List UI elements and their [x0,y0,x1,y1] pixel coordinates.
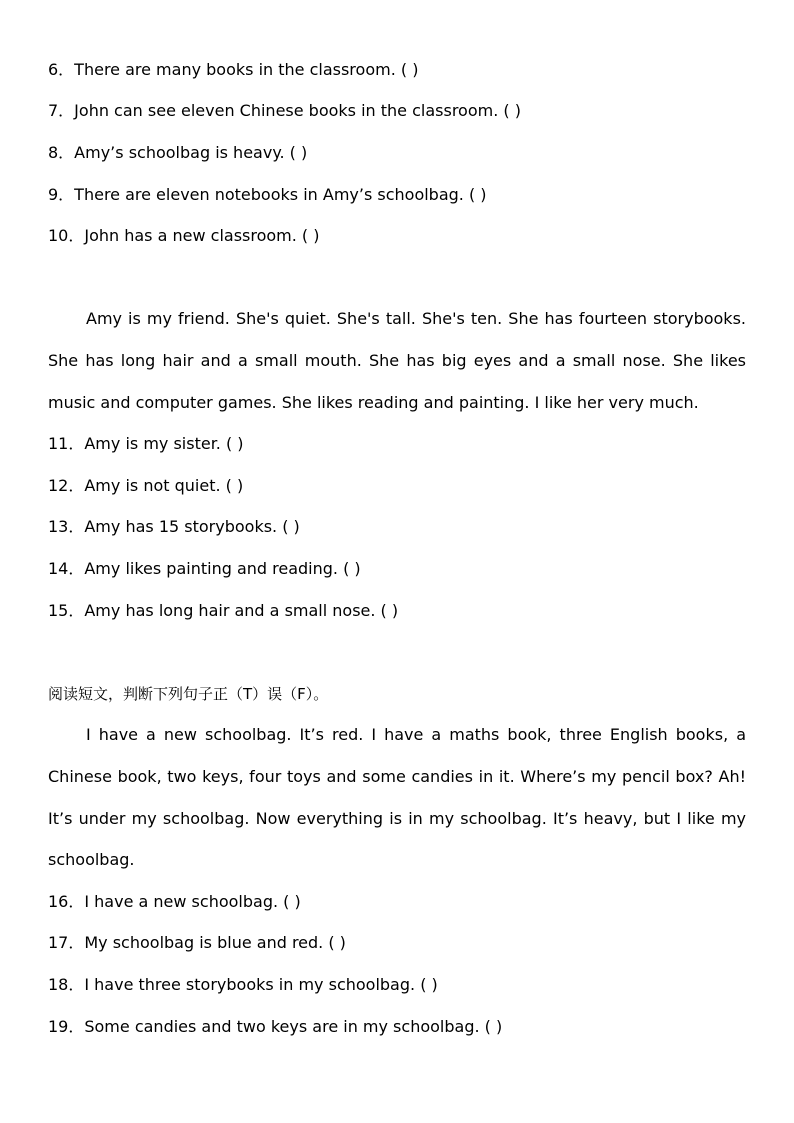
question-19: 19．Some candies and two keys are in my schoolbag. ( ) [48,1017,503,1036]
question-9: 9．There are eleven notebooks in Amy’s schoolbag. ( ) [48,185,487,204]
question-15: 15．Amy has long hair and a small nose. ( ) [48,601,399,620]
passage-c-line-2: Chinese book, two keys, four toys and some candies in it. Where’s my pencil box? Ah! [48,767,746,786]
passage-b-line-1: Amy is my friend. She's quiet. She's tall. She's ten. She has fourteen storybooks. [86,309,746,328]
question-10: 10．John has a new classroom. ( ) [48,226,320,245]
question-16: 16．I have a new schoolbag. ( ) [48,892,301,911]
question-8: 8．Amy’s schoolbag is heavy. ( ) [48,143,308,162]
passage-c-line-1: I have a new schoolbag. It’s red. I have a maths book, three English books, a [86,725,746,744]
passage-c-line-4: schoolbag. [48,850,135,869]
passage-b-line-3: music and computer games. She likes reading and painting. I like her very much. [48,393,699,412]
instruction-c: 阅读短文，判断下列句子正（T）误（F）。 [48,685,329,703]
question-17: 17．My schoolbag is blue and red. ( ) [48,933,346,952]
question-13: 13．Amy has 15 storybooks. ( ) [48,517,300,536]
question-6: 6．There are many books in the classroom. ( ) [48,60,419,79]
passage-b-line-2: She has long hair and a small mouth. She has big eyes and a small nose. She likes [48,351,746,370]
question-12: 12．Amy is not quiet. ( ) [48,476,244,495]
question-14: 14．Amy likes painting and reading. ( ) [48,559,361,578]
question-7: 7．John can see eleven Chinese books in the classroom. ( ) [48,101,521,120]
question-18: 18．I have three storybooks in my schoolbag. ( ) [48,975,438,994]
question-11: 11．Amy is my sister. ( ) [48,434,244,453]
passage-c-line-3: It’s under my schoolbag. Now everything is in my schoolbag. It’s heavy, but I like my [48,809,746,828]
